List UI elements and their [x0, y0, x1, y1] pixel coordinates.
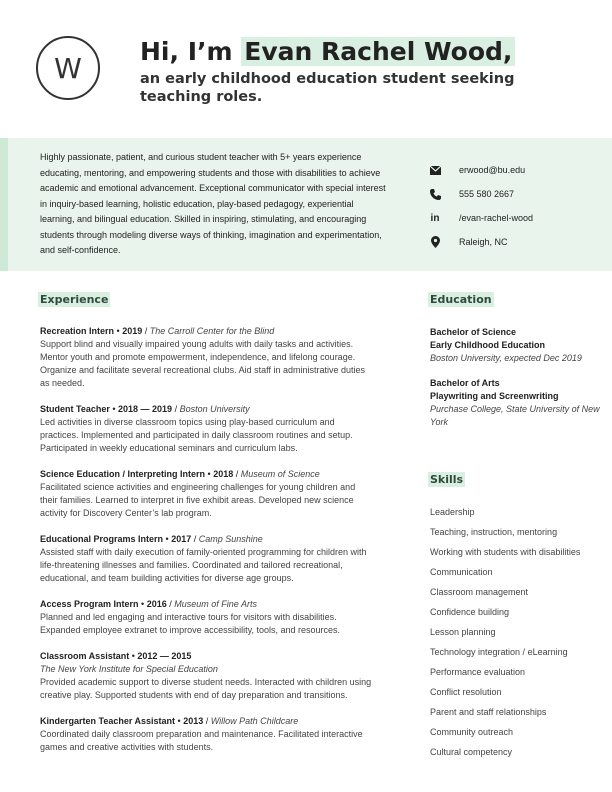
contact-phone-text: 555 580 2667: [459, 189, 515, 199]
job-dates: 2019: [122, 326, 143, 336]
phone-icon: [428, 187, 442, 201]
school: Boston University, expected Dec 2019: [430, 353, 582, 363]
job-dates: 2018: [213, 469, 234, 479]
skill-item: Lesson planning: [430, 627, 496, 637]
skill-item: Working with students with disabilities: [430, 547, 581, 557]
degree-field: Early Childhood Education: [430, 340, 546, 350]
job-entry: Access Program Intern • 2016 / Museum of Fine Arts Planned and led engaging and interactive tours for visitors with disabilities. Expanded employee extranet to improve accessibility, tools, and resources.: [40, 598, 375, 637]
summary-text: Highly passionate, patient, and curious student teacher with 5+ years experience educating, mentoring, and empowering students and those with disabilities to achieve academic and emotional advancement. Exceptional communicator with special interest in inquiry-based learning, holistic education, play-based pedagogy, experiential learning, and bilingual education. Skilled in inspiring, stimulating, and encouraging students through modeling diverse ways of thinking, imagination and experimentation, and self-confidence.: [40, 152, 386, 255]
skill-item: Cultural competency: [430, 747, 513, 757]
contact-linkedin-text: /evan-rachel-wood: [459, 213, 534, 223]
location-pin-icon: [428, 235, 442, 249]
job-description: Planned and led engaging and interactive tours for visitors with disabilities. Expanded employee extranet to improve accessibility, tools, and resources.: [40, 612, 340, 635]
tagline: an early childhood education student seeking teaching roles.: [140, 71, 515, 105]
contact-phone[interactable]: [428, 182, 533, 206]
job-entry: Kindergarten Teacher Assistant • 2013 / Willow Path Childcare Coordinated daily classroom preparation and maintenance. Facilitated interactive games and creative activities with students.: [40, 715, 375, 754]
job-entry: Educational Programs Intern • 2017 / Camp Sunshine Assisted staff with daily execution of family-oriented programming for children with life-threatening illnesses and families. Coordinated and tailored recreational, educational, and team building activities for diverse age groups.: [40, 533, 375, 585]
greeting: Hi, I’m: [140, 37, 233, 66]
job-description: Facilitated science activities and engineering challenges for young children and their families. Learned to interpret in five exhibit areas. Developed new science activity for Discovery Center’s lab program.: [40, 482, 356, 518]
experience-heading: Experience: [40, 293, 109, 306]
job-title: Student Teacher: [40, 404, 110, 414]
job-description: Provided academic support to diverse student needs. Interacted with children using creative play. Supported students with end of day preparation and transitions.: [40, 677, 372, 700]
job-title: Science Education / Interpreting Intern: [40, 469, 206, 479]
skill-item: Confidence building: [430, 607, 510, 617]
job-title: Classroom Assistant: [40, 651, 130, 661]
job-title: Educational Programs Intern: [40, 534, 164, 544]
experience-list: [40, 325, 375, 767]
job-description: Support blind and visually impaired young adults with daily tasks and activities. Mentor youth and promote empowerment, independence, and lifelong courage. Organize and facilitate several recreational clubs. Aid staff in administrative duties as needed.: [40, 339, 366, 388]
skill-item: Classroom management: [430, 587, 529, 597]
job-description: Assisted staff with daily execution of family-oriented programming for children with life-threatening illnesses and families. Coordinated and tailored recreational, educational, and team building activities for diverse age groups.: [40, 547, 367, 583]
contact-email[interactable]: [428, 158, 533, 182]
degree-field: Playwriting and Screenwriting: [430, 391, 559, 401]
degree: Bachelor of Science: [430, 327, 517, 337]
contact-location: [428, 230, 533, 254]
job-dates: 2018 — 2019: [118, 404, 173, 414]
degree: Bachelor of Arts: [430, 378, 500, 388]
job-dates: 2013: [183, 716, 204, 726]
contact-email-text: erwood@bu.edu: [459, 165, 526, 175]
skill-item: Technology integration / eLearning: [430, 647, 568, 657]
job-org: The New York Institute for Special Education: [40, 664, 218, 674]
contact-location-text: Raleigh, NC: [459, 237, 508, 247]
summary-band-accent: [0, 138, 8, 271]
skill-item: Conflict resolution: [430, 687, 502, 697]
job-description: Led activities in diverse classroom topics using play-based curriculum and practices. Implemented and participated in daily classroom routines and setup. Participated in weekly educational seminars and curriculum labs.: [40, 417, 353, 453]
job-entry: Science Education / Interpreting Intern • 2018 / Museum of Science Facilitated science activities and engineering challenges for young children and their families. Learned to interpret in five exhibit areas. Developed new science activity for Discovery Center’s lab program.: [40, 468, 375, 520]
job-org: Camp Sunshine: [198, 534, 263, 544]
job-org: Boston University: [179, 404, 250, 414]
job-org: The Carroll Center for the Blind: [149, 326, 275, 336]
linkedin-icon: in: [430, 212, 440, 224]
skill-item: Leadership: [430, 507, 475, 517]
candidate-name: Evan Rachel Wood,: [241, 37, 515, 66]
job-entry: Classroom Assistant • 2012 — 2015 The New York Institute for Special Education Provided academic support to diverse student needs. Interacted with children using creative play. Supported students with end of day preparation and transitions.: [40, 650, 375, 702]
job-entry: Recreation Intern • 2019 / The Carroll Center for the Blind Support blind and visually impaired young adults with daily tasks and activities. Mentor youth and promote empowerment, independence, and lifelong courage. Organize and facilitate several recreational clubs. Aid staff in administrative duties as needed.: [40, 325, 375, 390]
job-description: Coordinated daily classroom preparation and maintenance. Facilitated interactive games and creative activities with students.: [40, 729, 363, 752]
job-title: Access Program Intern: [40, 599, 139, 609]
job-dates: 2012 — 2015: [137, 651, 192, 661]
education-entry: [430, 377, 600, 429]
skill-item: Community outreach: [430, 727, 514, 737]
job-title: Kindergarten Teacher Assistant: [40, 716, 176, 726]
job-title: Recreation Intern: [40, 326, 115, 336]
job-dates: 2017: [171, 534, 192, 544]
skill-item: Performance evaluation: [430, 667, 526, 677]
contact-linkedin[interactable]: [428, 206, 533, 230]
education-list: [430, 326, 600, 441]
monogram-letter: W: [54, 51, 82, 85]
job-entry: Student Teacher • 2018 — 2019 / Boston University Led activities in diverse classroom topics using play-based curriculum and practices. Implemented and participated in daily classroom routines and setup. Participated in weekly educational seminars and curriculum labs.: [40, 403, 375, 455]
contact-list: [428, 158, 533, 254]
education-heading: Education: [430, 293, 492, 306]
job-dates: 2016: [146, 599, 167, 609]
job-org: Museum of Fine Arts: [174, 599, 257, 609]
skills-heading: Skills: [430, 473, 464, 486]
skill-item: Parent and staff relationships: [430, 707, 547, 717]
skill-item: Communication: [430, 567, 493, 577]
skills-list: [430, 506, 590, 766]
job-org: Willow Path Childcare: [210, 716, 299, 726]
school: Purchase College, State University of New York: [430, 404, 600, 427]
envelope-icon: [428, 163, 442, 177]
job-org: Museum of Science: [240, 469, 320, 479]
page-title: [140, 36, 515, 68]
education-entry: [430, 326, 600, 365]
monogram-logo: [36, 36, 100, 100]
skill-item: Teaching, instruction, mentoring: [430, 527, 558, 537]
